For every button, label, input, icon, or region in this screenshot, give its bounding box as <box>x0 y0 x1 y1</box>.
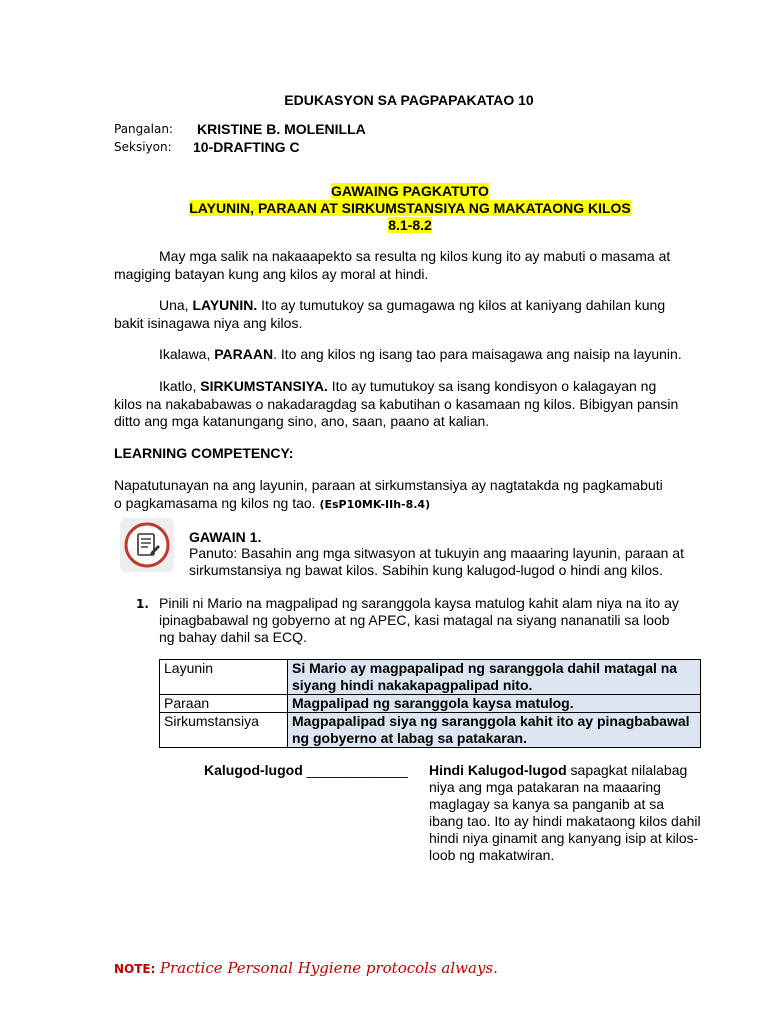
note-label: NOTE: <box>114 962 156 976</box>
table-row <box>160 713 701 748</box>
paragraph-ikalawa <box>114 346 684 364</box>
ikatlo-prefix: Ikatlo, <box>159 378 201 394</box>
row-label-layunin: Layunin <box>160 660 288 695</box>
activity-title-line2: LAYUNIN, PARAAN AT SIRKUMSTANSIYA NG MAKATAONG KILOS <box>189 200 631 216</box>
kalugod-option <box>204 762 408 779</box>
ikatlo-term: SIRKUMSTANSIYA. <box>200 378 328 394</box>
competency-code: (EsP10MK-IIh-8.4) <box>319 497 431 511</box>
note-text: Practice Personal Hygiene protocols always. <box>159 959 498 977</box>
page-title-text: EDUKASYON SA PAGPAPAKATAO 10 <box>284 92 534 108</box>
hindi-term: Hindi Kalugod-lugod <box>429 762 567 778</box>
competency-heading: LEARNING COMPETENCY: <box>114 445 294 461</box>
row-value-sirkumstansiya: Magpapalipad siya ng saranggola kahit ito ay pinagbabawal ng gobyerno at labag sa patakaran. <box>288 713 701 748</box>
activity-title <box>0 183 768 234</box>
competency-text <box>114 477 674 513</box>
kalugod-label: Kalugod-lugod <box>204 762 303 778</box>
una-term: LAYUNIN. <box>192 297 258 313</box>
page-title <box>0 92 768 109</box>
table-row <box>160 695 701 713</box>
name-value: KRISTINE B. MOLENILLA <box>197 121 366 137</box>
analysis-table <box>159 659 701 748</box>
answer-blank: _____________ <box>306 762 408 778</box>
activity-title-line3: 8.1-8.2 <box>388 217 432 233</box>
activity-title-line1: GAWAING PAGKATUTO <box>331 183 489 199</box>
paragraph-ikatlo <box>114 378 684 431</box>
ikalawa-text: . Ito ang kilos ng isang tao para maisagawa ang naisip na layunin. <box>273 346 682 362</box>
gawain-icon-box <box>120 518 174 572</box>
hindi-text: sapagkat nilalabag niya ang mga patakaran na maaaring maglagay sa kanya sa panganib at sa ibang tao. Ito ay hindi makataong kilos dahil hindi niya ginamit ang kanyang isip at kilos-loob ng makatwiran. <box>429 762 701 863</box>
paragraph-una <box>114 297 684 332</box>
note-footer <box>114 959 498 978</box>
ikatlo-text: Ito ay tumutukoy sa isang kondisyon o kalagayan ng kilos na nakababawas o nakadaragdag sa kabutihan o kasamaan ng kilos. Bibigyan pansin ditto ang mga katanungang sino, ano, saan, paano at kalian. <box>114 378 679 429</box>
section-value: 10-DRAFTING C <box>193 139 300 155</box>
table-row <box>160 660 701 695</box>
item-number: 1. <box>136 597 149 611</box>
ikalawa-prefix: Ikalawa, <box>159 346 215 362</box>
ikalawa-term: PARAAN <box>214 346 274 362</box>
row-label-sirkumstansiya: Sirkumstansiya <box>160 713 288 748</box>
answer-explanation <box>429 762 701 864</box>
competency-body: Napatutunayan na ang layunin, paraan at sirkumstansiya ay nagtatakda ng pagkamabuti o pagkamasama ng kilos ng tao. <box>114 477 663 511</box>
una-prefix: Una, <box>159 297 193 313</box>
row-value-layunin: Si Mario ay magpapalipad ng saranggola dahil matagal na siyang hindi nakakapagpalipad nito. <box>288 660 701 695</box>
item-text: Pinili ni Mario na magpalipad ng saranggola kaysa matulog kahit alam niya na ito ay ipinagbabawal ng gobyerno at ng APEC, kasi matagal na siyang nananatili sa loob ng bahay dahil sa ECQ. <box>159 595 679 645</box>
gawain-title: GAWAIN 1. <box>189 529 262 545</box>
intro-paragraph: May mga salik na nakaaapekto sa resulta ng kilos kung ito ay mabuti o masama at magiging batayan kung ang kilos ay moral at hindi. <box>114 248 671 282</box>
row-label-paraan: Paraan <box>160 695 288 713</box>
gawain-instructions: Panuto: Basahin ang mga sitwasyon at tukuyin ang maaaring layunin, paraan at sirkumstansiya ng bawat kilos. Sabihin kung kalugod-lugod o hindi ang kilos. <box>189 545 684 578</box>
document-edit-icon <box>120 518 174 572</box>
section-label: Seksiyon: <box>114 140 172 154</box>
row-value-paraan: Magpalipad ng saranggola kaysa matulog. <box>288 695 701 713</box>
name-label: Pangalan: <box>114 122 173 136</box>
una-text: Ito ay tumutukoy sa gumagawa ng kilos at kaniyang dahilan kung bakit isinagawa niya ang kilos. <box>114 297 666 331</box>
